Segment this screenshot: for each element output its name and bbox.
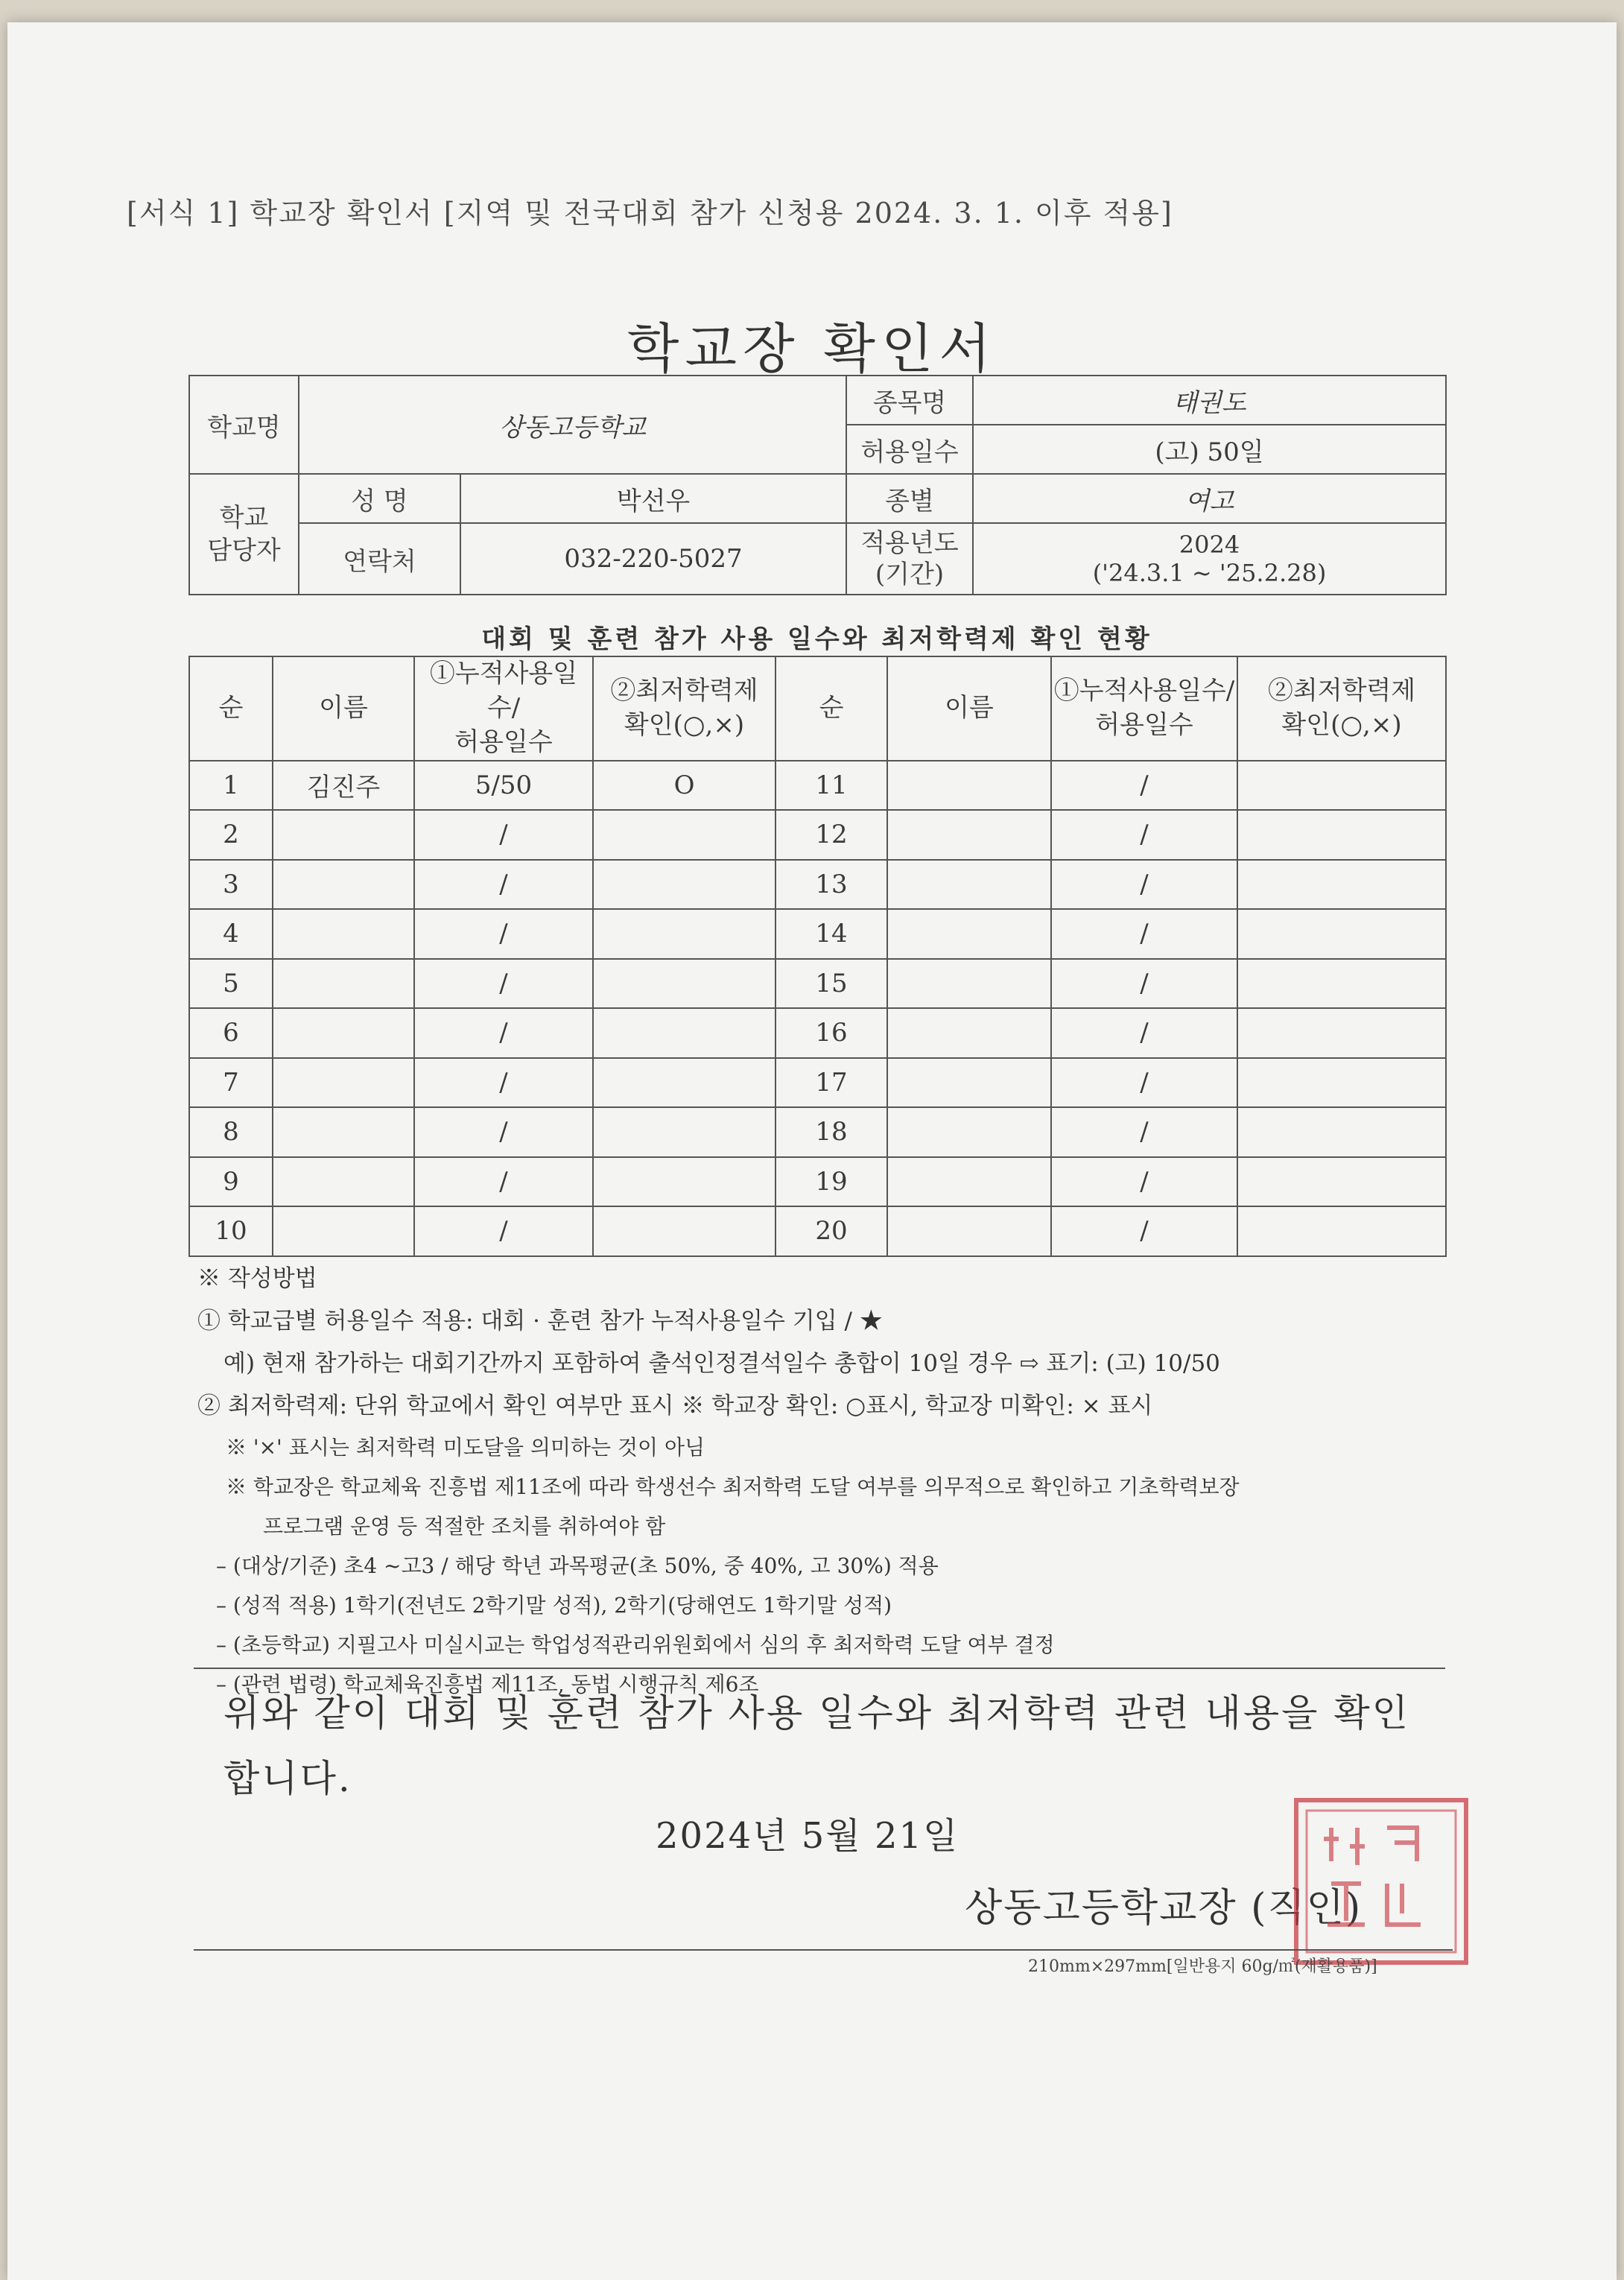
row-name (273, 860, 414, 910)
row-check (593, 860, 775, 910)
instructions (197, 1258, 1456, 1704)
row-num: 9 (189, 1157, 273, 1207)
confirmation-statement: 위와 같이 대회 및 훈련 참가 사용 일수와 최저학력 관련 내용을 확인 합니다. (223, 1691, 1410, 1800)
row-num: 20 (775, 1206, 887, 1256)
row-days: / (414, 1008, 593, 1058)
section-title: 대회 및 훈련 참가 사용 일수와 최저학력제 확인 현황 (481, 624, 1152, 654)
info-table (188, 375, 1447, 595)
row-num: 6 (189, 1008, 273, 1058)
row-days: / (1051, 1008, 1237, 1058)
row-num: 7 (189, 1058, 273, 1108)
header-num: 순 (189, 656, 273, 761)
row-num: 4 (189, 909, 273, 959)
row-check (1237, 810, 1446, 860)
name-value: 박선우 (460, 474, 846, 523)
table-row (189, 909, 1446, 959)
instruction-example: 예) 현재 참가하는 대회기간까지 포함하여 출석인정결석일수 총합이 10일 경우 ⇨ 표기: (고) 10/50 (223, 1350, 1220, 1377)
row-name (887, 909, 1051, 959)
row-num: 5 (189, 959, 273, 1009)
row-name (273, 959, 414, 1009)
table-row (189, 1107, 1446, 1157)
header-check-2: ②최저학력제 확인(○,×) (1237, 656, 1446, 761)
school-name: 상동고등학교 (299, 376, 846, 474)
contact-label: 연락처 (299, 523, 460, 595)
row-days: / (1051, 959, 1237, 1009)
row-name (887, 1157, 1051, 1207)
row-check (1237, 1058, 1446, 1108)
official-seal-stamp (1290, 1794, 1473, 1969)
row-check (593, 810, 775, 860)
year-value: 2024 (1179, 530, 1240, 559)
row-days: / (414, 860, 593, 910)
document-page (7, 22, 1617, 2280)
instruction-dash: – (대상/기준) 초4 ~고3 / 해당 학년 과목평균(초 50%, 중 40%, 고 30%) 적용 (216, 1554, 939, 1578)
allowed-days-label: 허용일수 (846, 425, 973, 474)
table-row (189, 959, 1446, 1009)
category-value: 여고 (973, 474, 1446, 523)
row-days: / (1051, 1157, 1237, 1207)
instruction-line: ① 학교급별 허용일수 적용: 대회 · 훈련 참가 누적사용일수 기입 / ★ (197, 1308, 883, 1334)
row-name (887, 810, 1051, 860)
participant-table (188, 656, 1447, 1257)
row-name (273, 810, 414, 860)
paper-spec: 210mm×297mm[일반용지 60g/㎡(재활용품)] (1028, 1957, 1377, 1976)
table-row (189, 1058, 1446, 1108)
school-label: 학교명 (189, 376, 299, 474)
header-days: ①누적사용일수/ 허용일수 (414, 656, 593, 761)
instruction-dash: – (관련 법령) 학교체육진흥법 제11조, 동법 시행규칙 제6조 (216, 1672, 759, 1697)
table-row (189, 810, 1446, 860)
row-days: / (1051, 909, 1237, 959)
row-num: 13 (775, 860, 887, 910)
allowed-days-value: (고) 50일 (973, 425, 1446, 474)
row-check (1237, 909, 1446, 959)
table-row (189, 860, 1446, 910)
table-row (189, 1008, 1446, 1058)
row-name (887, 1058, 1051, 1108)
row-days: / (414, 959, 593, 1009)
category-label: 종별 (846, 474, 973, 523)
row-name (273, 909, 414, 959)
row-check (1237, 761, 1446, 811)
instruction-dash: – (성적 적용) 1학기(전년도 2학기말 성적), 2학기(당해연도 1학기말 성적) (216, 1593, 892, 1618)
row-check (593, 959, 775, 1009)
row-name (887, 1206, 1051, 1256)
row-num: 12 (775, 810, 887, 860)
row-days: / (414, 1107, 593, 1157)
row-check (593, 1107, 775, 1157)
row-name (887, 1008, 1051, 1058)
header-check: ②최저학력제 확인(○,×) (593, 656, 775, 761)
row-num: 14 (775, 909, 887, 959)
row-days: / (1051, 1107, 1237, 1157)
row-name (887, 761, 1051, 811)
period-value: ('24.3.1 ~ '25.2.28) (1092, 559, 1327, 587)
row-num: 18 (775, 1107, 887, 1157)
event-value: 태권도 (973, 376, 1446, 425)
row-check (593, 1058, 775, 1108)
row-name (273, 1058, 414, 1108)
manager-label: 학교 담당자 (189, 474, 299, 595)
row-num: 17 (775, 1058, 887, 1108)
row-name: 김진주 (273, 761, 414, 811)
row-days: / (1051, 860, 1237, 910)
header-name: 이름 (273, 656, 414, 761)
row-name (887, 959, 1051, 1009)
row-days: / (1051, 761, 1237, 811)
instruction-line: ② 최저학력제: 단위 학교에서 확인 여부만 표시 ※ 학교장 확인: ○표시, 학교장 미확인: × 표시 (197, 1393, 1153, 1419)
row-days: / (414, 909, 593, 959)
header-name-2: 이름 (887, 656, 1051, 761)
row-days: / (414, 1157, 593, 1207)
instruction-dash: – (초등학교) 지필고사 미실시교는 학업성적관리위원회에서 심의 후 최저학력 도달 여부 결정 (216, 1633, 1055, 1657)
divider (194, 1949, 1453, 1951)
contact-value: 032-220-5027 (460, 523, 846, 595)
row-num: 2 (189, 810, 273, 860)
row-num: 15 (775, 959, 887, 1009)
issue-date: 2024년 5월 21일 (656, 1815, 960, 1857)
row-num: 1 (189, 761, 273, 811)
row-check (593, 1157, 775, 1207)
table-row (189, 761, 1446, 811)
instructions-heading: ※ 작성방법 (197, 1265, 317, 1292)
document-title: 학교장 확인서 (627, 317, 997, 380)
row-days: / (1051, 810, 1237, 860)
row-days: / (414, 1206, 593, 1256)
form-header: [서식 1] 학교장 확인서 [지역 및 전국대회 참가 신청용 2024. 3. 1. 이후 적용] (127, 197, 1173, 229)
header-days-2: ①누적사용일수/ 허용일수 (1051, 656, 1237, 761)
instruction-note: ※ '×' 표시는 최저학력 미도달을 의미하는 것이 아님 (226, 1435, 705, 1460)
instruction-note: ※ 학교장은 학교체육 진흥법 제11조에 따라 학생선수 최저학력 도달 여부를 의무적으로 확인하고 기초학력보장 (226, 1475, 1240, 1499)
row-name (273, 1107, 414, 1157)
header-num-2: 순 (775, 656, 887, 761)
row-days: 5/50 (414, 761, 593, 811)
row-name (273, 1206, 414, 1256)
instruction-note: 프로그램 운영 등 적절한 조치를 취하여야 함 (263, 1514, 666, 1539)
year-label: 적용년도 (기간) (846, 523, 973, 595)
row-check (1237, 1157, 1446, 1207)
row-name (887, 1107, 1051, 1157)
event-label: 종목명 (846, 376, 973, 425)
divider (194, 1668, 1445, 1669)
row-check (1237, 959, 1446, 1009)
row-check (1237, 1008, 1446, 1058)
name-label: 성 명 (299, 474, 460, 523)
row-num: 10 (189, 1206, 273, 1256)
row-check (1237, 860, 1446, 910)
row-days: / (414, 1058, 593, 1108)
row-days: / (1051, 1058, 1237, 1108)
row-num: 16 (775, 1008, 887, 1058)
row-check (593, 1206, 775, 1256)
row-check (1237, 1206, 1446, 1256)
row-num: 8 (189, 1107, 273, 1157)
row-name (887, 860, 1051, 910)
table-row (189, 1157, 1446, 1207)
row-num: 19 (775, 1157, 887, 1207)
row-check (593, 909, 775, 959)
row-check (593, 1008, 775, 1058)
row-name (273, 1157, 414, 1207)
row-days: / (414, 810, 593, 860)
row-check (1237, 1107, 1446, 1157)
row-days: / (1051, 1206, 1237, 1256)
row-name (273, 1008, 414, 1058)
row-check: O (593, 761, 775, 811)
table-row (189, 1206, 1446, 1256)
row-num: 11 (775, 761, 887, 811)
signer: 상동고등학교장 (직인) (965, 1886, 1363, 1931)
year-cell (973, 523, 1446, 595)
row-num: 3 (189, 860, 273, 910)
